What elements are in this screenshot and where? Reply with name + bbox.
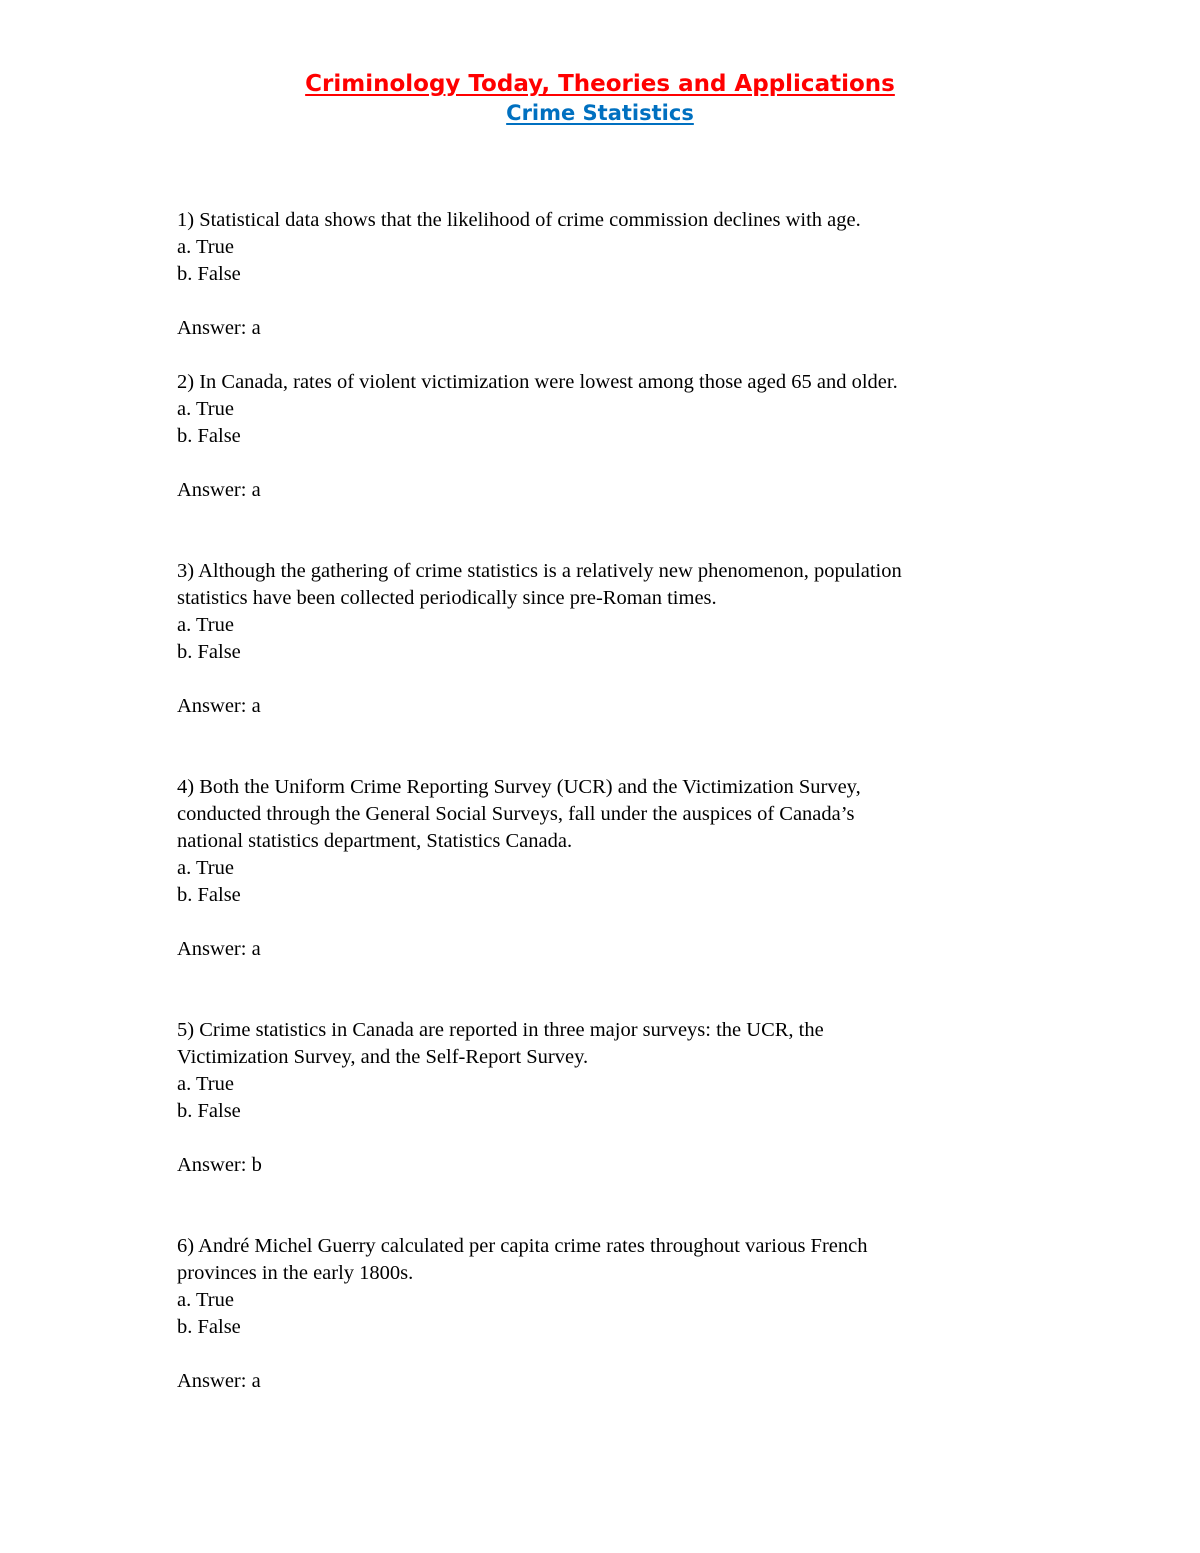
question-text: 4) Both the Uniform Crime Reporting Survey (UCR) and the Victimization Survey,	[177, 776, 861, 798]
question-text: conducted through the General Social Surveys, fall under the auspices of Canada’s	[177, 803, 855, 825]
question-1	[177, 207, 1037, 342]
spacer	[177, 342, 1037, 369]
question-4	[177, 774, 1037, 963]
question-text: provinces in the early 1800s.	[177, 1262, 414, 1284]
spacer	[177, 963, 1037, 1017]
option-a: a. True	[177, 1073, 234, 1095]
option-a: a. True	[177, 857, 234, 879]
option-b: b. False	[177, 425, 241, 447]
answer: Answer: a	[177, 479, 261, 501]
option-b: b. False	[177, 641, 241, 663]
answer: Answer: a	[177, 938, 261, 960]
spacer	[177, 1179, 1037, 1233]
question-text: 3) Although the gathering of crime statistics is a relatively new phenomenon, population	[177, 560, 902, 582]
question-2	[177, 369, 1037, 504]
option-a: a. True	[177, 1289, 234, 1311]
answer: Answer: a	[177, 1370, 261, 1392]
question-text: 6) André Michel Guerry calculated per capita crime rates throughout various French	[177, 1235, 868, 1257]
option-b: b. False	[177, 263, 241, 285]
option-a: a. True	[177, 236, 234, 258]
option-a: a. True	[177, 398, 234, 420]
answer: Answer: a	[177, 317, 261, 339]
question-list	[177, 207, 1037, 1395]
question-text: national statistics department, Statistics Canada.	[177, 830, 573, 852]
option-b: b. False	[177, 1316, 241, 1338]
document-title: Criminology Today, Theories and Applications	[305, 71, 895, 97]
question-6	[177, 1233, 1037, 1395]
question-text: 1) Statistical data shows that the likelihood of crime commission declines with age.	[177, 209, 861, 231]
question-text: Victimization Survey, and the Self-Report Survey.	[177, 1046, 589, 1068]
option-b: b. False	[177, 1100, 241, 1122]
question-text: 5) Crime statistics in Canada are reported in three major surveys: the UCR, the	[177, 1019, 824, 1041]
document-subtitle: Crime Statistics	[506, 101, 694, 125]
question-3	[177, 558, 1037, 720]
spacer	[177, 720, 1037, 774]
question-5	[177, 1017, 1037, 1179]
option-a: a. True	[177, 614, 234, 636]
spacer	[177, 504, 1037, 558]
option-b: b. False	[177, 884, 241, 906]
answer: Answer: b	[177, 1154, 262, 1176]
answer: Answer: a	[177, 695, 261, 717]
question-text: statistics have been collected periodically since pre-Roman times.	[177, 587, 717, 609]
question-text: 2) In Canada, rates of violent victimization were lowest among those aged 65 and older.	[177, 371, 898, 393]
